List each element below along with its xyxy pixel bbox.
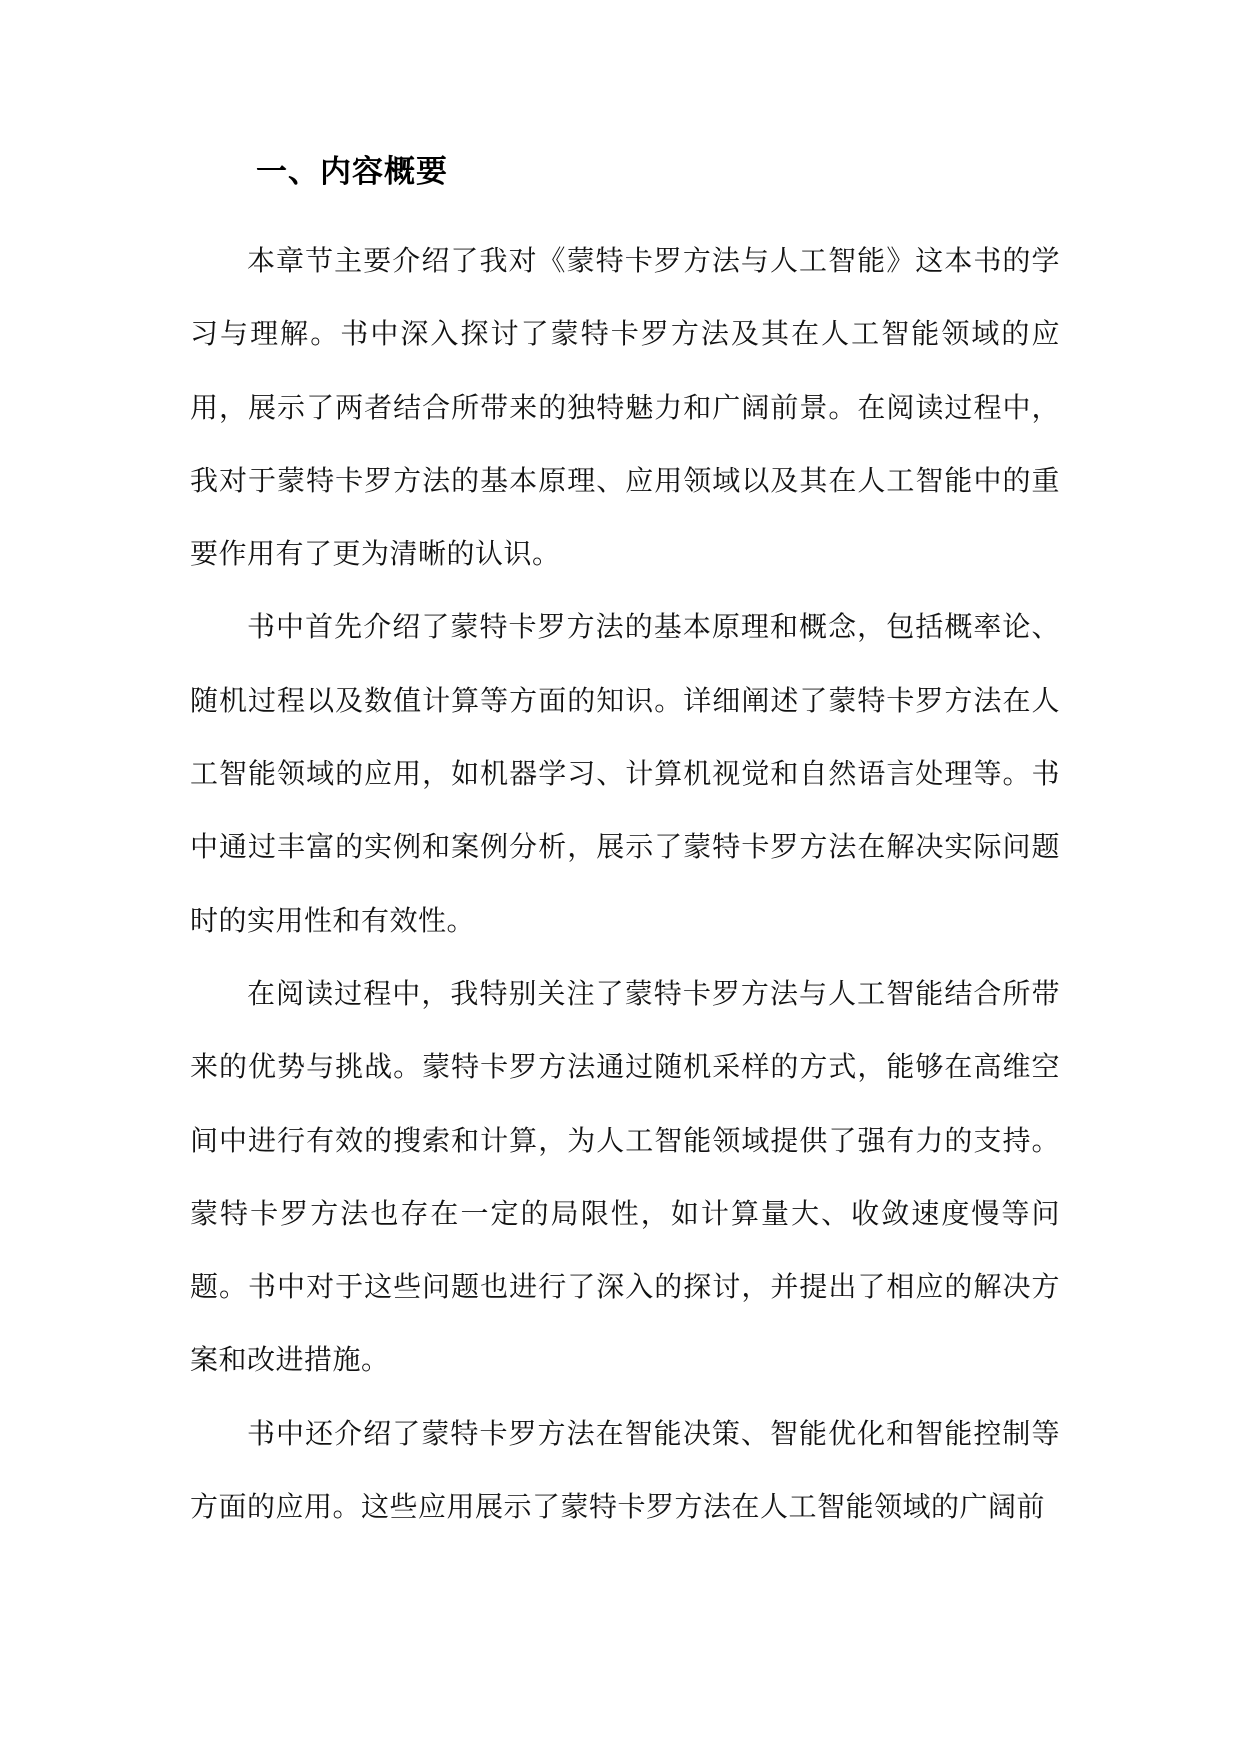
paragraph-2: 书中首先介绍了蒙特卡罗方法的基本原理和概念，包括概率论、随机过程以及数值计算等方面的知识。详细阐述了蒙特卡罗方法在人工智能领域的应用，如机器学习、计算机视觉和自然语言处理等。书中通过丰富的实例和案例分析，展示了蒙特卡罗方法在解决实际问题时的实用性和有效性。 <box>190 610 1060 937</box>
body-text <box>190 224 1060 1543</box>
section-heading: 一、内容概要 <box>256 154 448 190</box>
paragraph-4: 书中还介绍了蒙特卡罗方法在智能决策、智能优化和智能控制等方面的应用。这些应用展示了蒙特卡罗方法在人工智能领域的广阔前 <box>190 1416 1060 1524</box>
paragraph-3: 在阅读过程中，我特别关注了蒙特卡罗方法与人工智能结合所带来的优势与挑战。蒙特卡罗方法通过随机采样的方式，能够在高维空间中进行有效的搜索和计算，为人工智能领域提供了强有力的支持。蒙特卡罗方法也存在一定的局限性，如计算量大、收敛速度慢等问题。书中对于这些问题也进行了深入的探讨，并提出了相应的解决方案和改进措施。 <box>190 976 1060 1377</box>
paragraph-1: 本章节主要介绍了我对《蒙特卡罗方法与人工智能》这本书的学习与理解。书中深入探讨了蒙特卡罗方法及其在人工智能领域的应用，展示了两者结合所带来的独特魅力和广阔前景。在阅读过程中，我对于蒙特卡罗方法的基本原理、应用领域以及其在人工智能中的重要作用有了更为清晰的认识。 <box>190 244 1060 571</box>
